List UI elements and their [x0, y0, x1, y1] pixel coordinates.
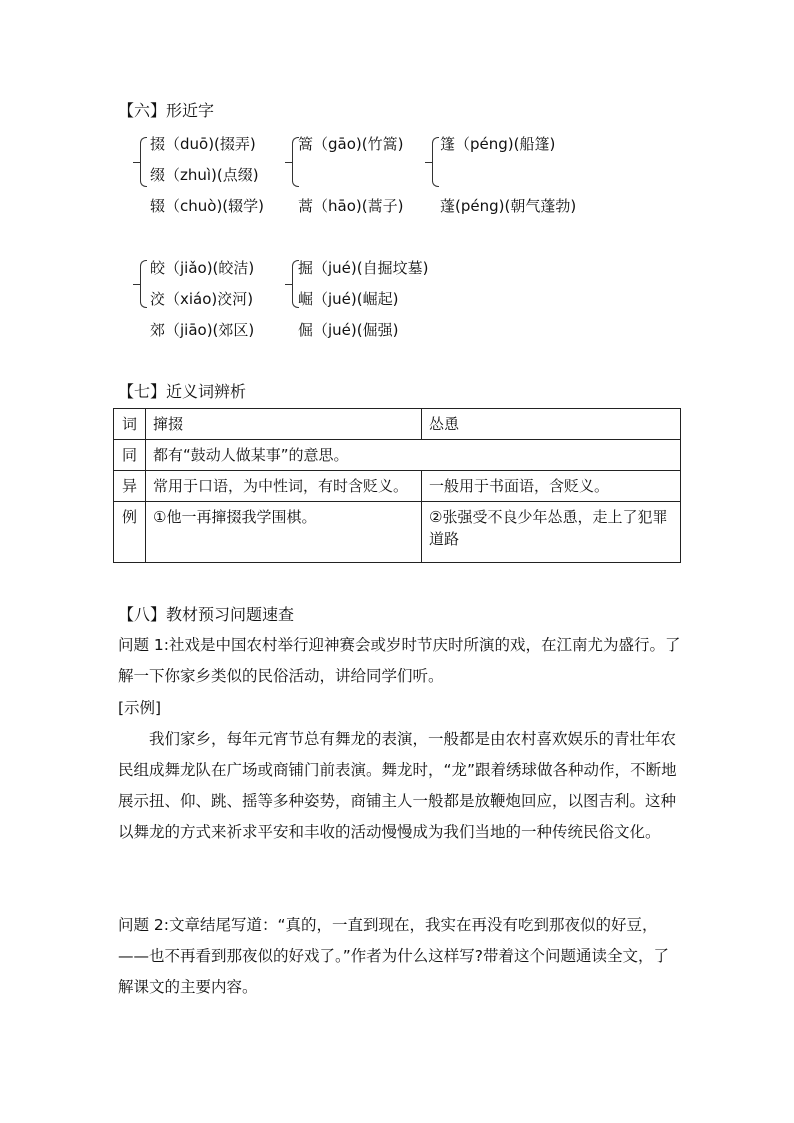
question-1-text: 问题 1:社戏是中国农村举行迎神赛会或岁时节庆时所演的戏，在江南尤为盛行。了解一下你家乡类似的民俗活动，讲给同学们听。 [118, 636, 681, 685]
char-item: 篙（gāo)(竹篙) [298, 135, 404, 153]
char-item: 辍（chuò)(辍学) [150, 197, 264, 215]
brace-group1-col1 [140, 137, 147, 187]
char-item: 皎（jiǎo)(皎洁) [150, 259, 255, 277]
synonym-table [113, 408, 681, 563]
table-cell-key: 同 [114, 440, 146, 471]
section-heading-six: 【六】形近字 [118, 101, 215, 120]
char-item: 郊（jiāo)(郊区) [150, 321, 255, 339]
table-cell: ②张强受不良少年怂恿，走上了犯罪道路 [422, 502, 681, 563]
table-cell: 怂恿 [422, 409, 681, 440]
table-cell-key: 词 [114, 409, 146, 440]
brace-group1-col3 [432, 137, 439, 187]
char-item: 蒿（hāo)(蒿子) [298, 197, 404, 215]
section-heading-eight: 【八】教材预习问题速查 [118, 605, 295, 624]
question-2-text: 问题 2:文章结尾写道：“真的，一直到现在，我实在再没有吃到那夜似的好豆，——也不再看到那夜似的好戏了。”作者为什么这样写?带着这个问题通读全文，了解课文的主要内容。 [118, 916, 670, 996]
example-label: [示例] [118, 699, 162, 717]
table-cell: 常用于口语，为中性词，有时含贬义。 [146, 471, 422, 502]
char-item: 掘（jué)(自掘坟墓) [298, 259, 429, 277]
char-item: 倔（jué)(倔强) [298, 321, 399, 339]
char-item: 崛（jué)(崛起) [298, 290, 399, 308]
table-cell: 都有“鼓动人做某事”的意思。 [146, 440, 681, 471]
char-item: 篷（péng)(船篷) [440, 135, 556, 153]
table-row [114, 471, 681, 502]
char-item: 掇（duō)(掇弄) [150, 135, 256, 153]
table-cell: 一般用于书面语，含贬义。 [422, 471, 681, 502]
table-row [114, 502, 681, 563]
table-cell-key: 异 [114, 471, 146, 502]
table-cell: 撺掇 [146, 409, 422, 440]
section-heading-seven: 【七】近义词辨析 [118, 382, 247, 401]
table-cell: ①他一再撺掇我学围棋。 [146, 502, 422, 563]
table-row [114, 440, 681, 471]
example-text: 我们家乡，每年元宵节总有舞龙的表演，一般都是由农村喜欢娱乐的青壮年农民组成舞龙队在广场或商铺门前表演。舞龙时，“龙”跟着绣球做各种动作，不断地展示扭、仰、跳、摇等多种姿势，商铺主人一般都是放鞭炮回应，以图吉利。这种以舞龙的方式来祈求平安和丰收的活动慢慢成为我们当地的一种传统民俗文化。 [118, 730, 677, 841]
char-item: 洨（xiáo)洨河) [150, 290, 254, 308]
brace-group2-col1 [140, 260, 147, 308]
table-cell-key: 例 [114, 502, 146, 563]
table-row [114, 409, 681, 440]
char-item: 蓬(péng)(朝气蓬勃) [440, 197, 577, 215]
char-item: 缀（zhuì)(点缀) [150, 166, 259, 184]
